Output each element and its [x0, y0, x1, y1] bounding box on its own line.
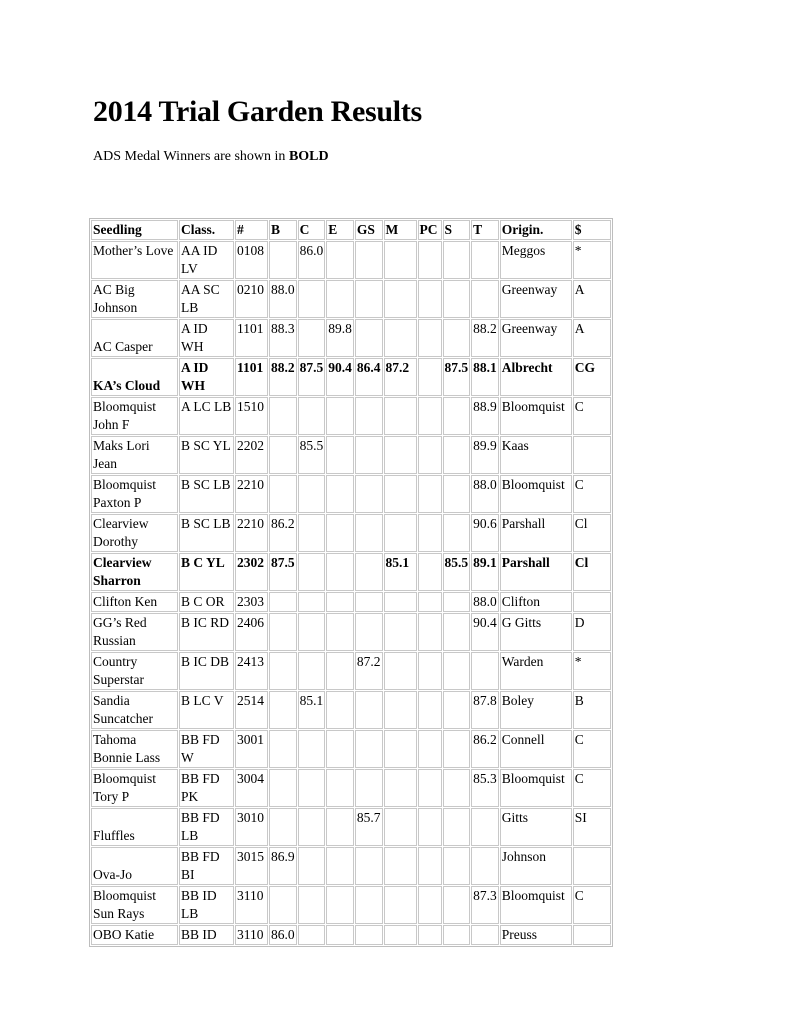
c-score-cell — [298, 592, 326, 612]
number-cell: 0210 — [235, 280, 268, 318]
dollar-code-cell: C — [573, 769, 611, 807]
e-score-cell — [326, 886, 354, 924]
class-cell: A ID WH — [179, 358, 234, 396]
gs-score-cell: 85.7 — [355, 808, 383, 846]
s-score-cell — [443, 925, 471, 945]
b-score-cell: 88.2 — [269, 358, 297, 396]
header-cell: GS — [355, 220, 383, 240]
gs-score-cell — [355, 241, 383, 279]
origin-cell: Gitts — [500, 808, 572, 846]
m-score-cell — [384, 886, 417, 924]
results-table-body — [91, 220, 611, 945]
c-score-cell — [298, 613, 326, 651]
dollar-code-cell: * — [573, 241, 611, 279]
table-row — [91, 553, 611, 591]
header-cell: # — [235, 220, 268, 240]
b-score-cell: 87.5 — [269, 553, 297, 591]
page-title: 2014 Trial Garden Results — [93, 95, 422, 128]
seedling-cell: Clifton Ken — [91, 592, 178, 612]
class-cell: BB FD BI — [179, 847, 234, 885]
class-cell: BB ID — [179, 925, 234, 945]
s-score-cell — [443, 436, 471, 474]
seedling-cell: AC Casper — [91, 319, 178, 357]
table-row — [91, 730, 611, 768]
origin-cell: Meggos — [500, 241, 572, 279]
seedling-cell: KA’s Cloud — [91, 358, 178, 396]
t-score-cell: 85.3 — [471, 769, 499, 807]
e-score-cell — [326, 730, 354, 768]
pc-score-cell — [418, 592, 442, 612]
pc-score-cell — [418, 925, 442, 945]
seedling-cell: Mother’s Love — [91, 241, 178, 279]
table-row — [91, 925, 611, 945]
pc-score-cell — [418, 613, 442, 651]
table-row — [91, 886, 611, 924]
t-score-cell: 90.6 — [471, 514, 499, 552]
header-cell: $ — [573, 220, 611, 240]
s-score-cell — [443, 730, 471, 768]
seedling-cell: Maks Lori Jean — [91, 436, 178, 474]
e-score-cell — [326, 553, 354, 591]
table-row — [91, 280, 611, 318]
s-score-cell — [443, 808, 471, 846]
c-score-cell — [298, 652, 326, 690]
table-row — [91, 241, 611, 279]
e-score-cell — [326, 652, 354, 690]
dollar-code-cell: C — [573, 730, 611, 768]
origin-cell: Parshall — [500, 514, 572, 552]
number-cell: 3110 — [235, 925, 268, 945]
gs-score-cell — [355, 847, 383, 885]
s-score-cell — [443, 514, 471, 552]
table-row — [91, 397, 611, 435]
table-row — [91, 652, 611, 690]
s-score-cell — [443, 241, 471, 279]
header-cell: Origin. — [500, 220, 572, 240]
b-score-cell — [269, 397, 297, 435]
m-score-cell — [384, 691, 417, 729]
seedling-cell: Clearview Dorothy — [91, 514, 178, 552]
number-cell: 2202 — [235, 436, 268, 474]
c-score-cell — [298, 886, 326, 924]
dollar-code-cell — [573, 592, 611, 612]
s-score-cell — [443, 769, 471, 807]
m-score-cell — [384, 925, 417, 945]
e-score-cell — [326, 475, 354, 513]
t-score-cell: 88.0 — [471, 592, 499, 612]
gs-score-cell — [355, 769, 383, 807]
gs-score-cell — [355, 592, 383, 612]
dollar-code-cell — [573, 436, 611, 474]
table-header-row — [91, 220, 611, 240]
e-score-cell — [326, 808, 354, 846]
legend-text: ADS Medal Winners are shown in — [93, 149, 289, 164]
class-cell: BB ID LB — [179, 886, 234, 924]
s-score-cell — [443, 319, 471, 357]
pc-score-cell — [418, 730, 442, 768]
origin-cell: Connell — [500, 730, 572, 768]
t-score-cell: 87.3 — [471, 886, 499, 924]
s-score-cell — [443, 592, 471, 612]
e-score-cell — [326, 436, 354, 474]
m-score-cell — [384, 652, 417, 690]
origin-cell: Greenway — [500, 319, 572, 357]
dollar-code-cell: Cl — [573, 514, 611, 552]
table-row — [91, 769, 611, 807]
m-score-cell — [384, 397, 417, 435]
origin-cell: Parshall — [500, 553, 572, 591]
t-score-cell — [471, 847, 499, 885]
pc-score-cell — [418, 241, 442, 279]
b-score-cell: 86.9 — [269, 847, 297, 885]
m-score-cell: 87.2 — [384, 358, 417, 396]
dollar-code-cell: A — [573, 319, 611, 357]
number-cell: 2210 — [235, 514, 268, 552]
origin-cell: Boley — [500, 691, 572, 729]
dollar-code-cell: C — [573, 475, 611, 513]
t-score-cell: 90.4 — [471, 613, 499, 651]
seedling-cell: OBO Katie — [91, 925, 178, 945]
origin-cell: Bloomquist — [500, 397, 572, 435]
number-cell: 2210 — [235, 475, 268, 513]
origin-cell: Clifton — [500, 592, 572, 612]
origin-cell: Johnson — [500, 847, 572, 885]
seedling-cell: Ova-Jo — [91, 847, 178, 885]
table-row — [91, 847, 611, 885]
class-cell: BB FD W — [179, 730, 234, 768]
dollar-code-cell: C — [573, 397, 611, 435]
seedling-cell: Sandia Suncatcher — [91, 691, 178, 729]
pc-score-cell — [418, 280, 442, 318]
number-cell: 2514 — [235, 691, 268, 729]
class-cell: AA ID LV — [179, 241, 234, 279]
table-row — [91, 613, 611, 651]
pc-score-cell — [418, 358, 442, 396]
pc-score-cell — [418, 808, 442, 846]
m-score-cell — [384, 592, 417, 612]
m-score-cell — [384, 280, 417, 318]
b-score-cell — [269, 436, 297, 474]
number-cell: 1510 — [235, 397, 268, 435]
dollar-code-cell — [573, 925, 611, 945]
class-cell: B C OR — [179, 592, 234, 612]
gs-score-cell — [355, 514, 383, 552]
header-cell: PC — [418, 220, 442, 240]
gs-score-cell — [355, 925, 383, 945]
gs-score-cell — [355, 475, 383, 513]
table-row — [91, 691, 611, 729]
pc-score-cell — [418, 436, 442, 474]
gs-score-cell — [355, 397, 383, 435]
class-cell: A ID WH — [179, 319, 234, 357]
dollar-code-cell: B — [573, 691, 611, 729]
seedling-cell: Bloomquist Paxton P — [91, 475, 178, 513]
gs-score-cell: 86.4 — [355, 358, 383, 396]
dollar-code-cell: Cl — [573, 553, 611, 591]
number-cell: 3015 — [235, 847, 268, 885]
number-cell: 1101 — [235, 319, 268, 357]
s-score-cell — [443, 691, 471, 729]
c-score-cell — [298, 925, 326, 945]
e-score-cell — [326, 769, 354, 807]
dollar-code-cell: C — [573, 886, 611, 924]
class-cell: B SC LB — [179, 475, 234, 513]
origin-cell: Bloomquist — [500, 886, 572, 924]
e-score-cell — [326, 397, 354, 435]
b-score-cell: 88.3 — [269, 319, 297, 357]
e-score-cell — [326, 592, 354, 612]
seedling-cell: Bloomquist Sun Rays — [91, 886, 178, 924]
number-cell: 3110 — [235, 886, 268, 924]
class-cell: B LC V — [179, 691, 234, 729]
m-score-cell — [384, 847, 417, 885]
c-score-cell: 85.1 — [298, 691, 326, 729]
dollar-code-cell: SI — [573, 808, 611, 846]
c-score-cell — [298, 319, 326, 357]
dollar-code-cell: CG — [573, 358, 611, 396]
t-score-cell — [471, 652, 499, 690]
e-score-cell — [326, 514, 354, 552]
s-score-cell: 85.5 — [443, 553, 471, 591]
t-score-cell: 87.8 — [471, 691, 499, 729]
b-score-cell — [269, 886, 297, 924]
b-score-cell: 88.0 — [269, 280, 297, 318]
t-score-cell: 88.2 — [471, 319, 499, 357]
m-score-cell — [384, 808, 417, 846]
table-row — [91, 514, 611, 552]
c-score-cell — [298, 475, 326, 513]
class-cell: A LC LB — [179, 397, 234, 435]
origin-cell: Albrecht — [500, 358, 572, 396]
m-score-cell — [384, 514, 417, 552]
c-score-cell — [298, 514, 326, 552]
number-cell: 3010 — [235, 808, 268, 846]
pc-score-cell — [418, 397, 442, 435]
origin-cell: Warden — [500, 652, 572, 690]
dollar-code-cell: A — [573, 280, 611, 318]
pc-score-cell — [418, 886, 442, 924]
m-score-cell — [384, 436, 417, 474]
seedling-cell: Bloomquist Tory P — [91, 769, 178, 807]
class-cell: BB FD PK — [179, 769, 234, 807]
c-score-cell — [298, 808, 326, 846]
t-score-cell: 88.1 — [471, 358, 499, 396]
b-score-cell — [269, 730, 297, 768]
m-score-cell — [384, 730, 417, 768]
origin-cell: Bloomquist — [500, 769, 572, 807]
b-score-cell: 86.0 — [269, 925, 297, 945]
pc-score-cell — [418, 769, 442, 807]
b-score-cell — [269, 808, 297, 846]
class-cell: B IC DB — [179, 652, 234, 690]
header-cell: M — [384, 220, 417, 240]
number-cell: 2413 — [235, 652, 268, 690]
seedling-cell: AC Big Johnson — [91, 280, 178, 318]
results-table — [89, 218, 613, 947]
origin-cell: Preuss — [500, 925, 572, 945]
class-cell: B SC LB — [179, 514, 234, 552]
m-score-cell — [384, 475, 417, 513]
m-score-cell — [384, 241, 417, 279]
dollar-code-cell: * — [573, 652, 611, 690]
table-row — [91, 319, 611, 357]
table-row — [91, 436, 611, 474]
table-row — [91, 808, 611, 846]
number-cell: 3001 — [235, 730, 268, 768]
t-score-cell: 89.1 — [471, 553, 499, 591]
s-score-cell — [443, 397, 471, 435]
c-score-cell: 86.0 — [298, 241, 326, 279]
seedling-cell: GG’s Red Russian — [91, 613, 178, 651]
s-score-cell: 87.5 — [443, 358, 471, 396]
t-score-cell: 89.9 — [471, 436, 499, 474]
s-score-cell — [443, 613, 471, 651]
pc-score-cell — [418, 514, 442, 552]
m-score-cell — [384, 613, 417, 651]
e-score-cell — [326, 925, 354, 945]
origin-cell: G Gitts — [500, 613, 572, 651]
table-row — [91, 592, 611, 612]
s-score-cell — [443, 886, 471, 924]
c-score-cell — [298, 397, 326, 435]
t-score-cell — [471, 280, 499, 318]
m-score-cell — [384, 769, 417, 807]
origin-cell: Greenway — [500, 280, 572, 318]
b-score-cell — [269, 613, 297, 651]
class-cell: B C YL — [179, 553, 234, 591]
b-score-cell — [269, 592, 297, 612]
c-score-cell — [298, 730, 326, 768]
c-score-cell: 87.5 — [298, 358, 326, 396]
pc-score-cell — [418, 847, 442, 885]
header-cell: S — [443, 220, 471, 240]
e-score-cell: 90.4 — [326, 358, 354, 396]
gs-score-cell — [355, 691, 383, 729]
b-score-cell: 86.2 — [269, 514, 297, 552]
number-cell: 2303 — [235, 592, 268, 612]
header-cell: C — [298, 220, 326, 240]
gs-score-cell — [355, 280, 383, 318]
legend-note — [93, 148, 329, 166]
b-score-cell — [269, 769, 297, 807]
b-score-cell — [269, 652, 297, 690]
seedling-cell: Country Superstar — [91, 652, 178, 690]
t-score-cell — [471, 808, 499, 846]
pc-score-cell — [418, 319, 442, 357]
t-score-cell: 88.0 — [471, 475, 499, 513]
gs-score-cell — [355, 436, 383, 474]
seedling-cell: Clearview Sharron — [91, 553, 178, 591]
gs-score-cell — [355, 319, 383, 357]
number-cell: 1101 — [235, 358, 268, 396]
t-score-cell: 88.9 — [471, 397, 499, 435]
m-score-cell — [384, 319, 417, 357]
number-cell: 0108 — [235, 241, 268, 279]
t-score-cell — [471, 241, 499, 279]
s-score-cell — [443, 475, 471, 513]
dollar-code-cell: D — [573, 613, 611, 651]
table-row — [91, 358, 611, 396]
m-score-cell: 85.1 — [384, 553, 417, 591]
b-score-cell — [269, 691, 297, 729]
legend-bold-word: BOLD — [288, 149, 329, 164]
pc-score-cell — [418, 652, 442, 690]
gs-score-cell: 87.2 — [355, 652, 383, 690]
class-cell: AA SC LB — [179, 280, 234, 318]
e-score-cell — [326, 280, 354, 318]
class-cell: BB FD LB — [179, 808, 234, 846]
c-score-cell: 85.5 — [298, 436, 326, 474]
e-score-cell: 89.8 — [326, 319, 354, 357]
header-cell: E — [326, 220, 354, 240]
header-cell: T — [471, 220, 499, 240]
pc-score-cell — [418, 691, 442, 729]
s-score-cell — [443, 847, 471, 885]
e-score-cell — [326, 241, 354, 279]
s-score-cell — [443, 652, 471, 690]
pc-score-cell — [418, 475, 442, 513]
number-cell: 2406 — [235, 613, 268, 651]
class-cell: B IC RD — [179, 613, 234, 651]
c-score-cell — [298, 769, 326, 807]
e-score-cell — [326, 847, 354, 885]
t-score-cell: 86.2 — [471, 730, 499, 768]
table-row — [91, 475, 611, 513]
header-cell: B — [269, 220, 297, 240]
header-cell: Seedling — [91, 220, 178, 240]
number-cell: 3004 — [235, 769, 268, 807]
header-cell: Class. — [179, 220, 234, 240]
class-cell: B SC YL — [179, 436, 234, 474]
seedling-cell: Tahoma Bonnie Lass — [91, 730, 178, 768]
e-score-cell — [326, 691, 354, 729]
e-score-cell — [326, 613, 354, 651]
number-cell: 2302 — [235, 553, 268, 591]
gs-score-cell — [355, 730, 383, 768]
gs-score-cell — [355, 553, 383, 591]
seedling-cell: Bloomquist John F — [91, 397, 178, 435]
t-score-cell — [471, 925, 499, 945]
b-score-cell — [269, 241, 297, 279]
dollar-code-cell — [573, 847, 611, 885]
s-score-cell — [443, 280, 471, 318]
gs-score-cell — [355, 613, 383, 651]
c-score-cell — [298, 847, 326, 885]
b-score-cell — [269, 475, 297, 513]
c-score-cell — [298, 280, 326, 318]
gs-score-cell — [355, 886, 383, 924]
c-score-cell — [298, 553, 326, 591]
seedling-cell: Fluffles — [91, 808, 178, 846]
origin-cell: Kaas — [500, 436, 572, 474]
pc-score-cell — [418, 553, 442, 591]
origin-cell: Bloomquist — [500, 475, 572, 513]
